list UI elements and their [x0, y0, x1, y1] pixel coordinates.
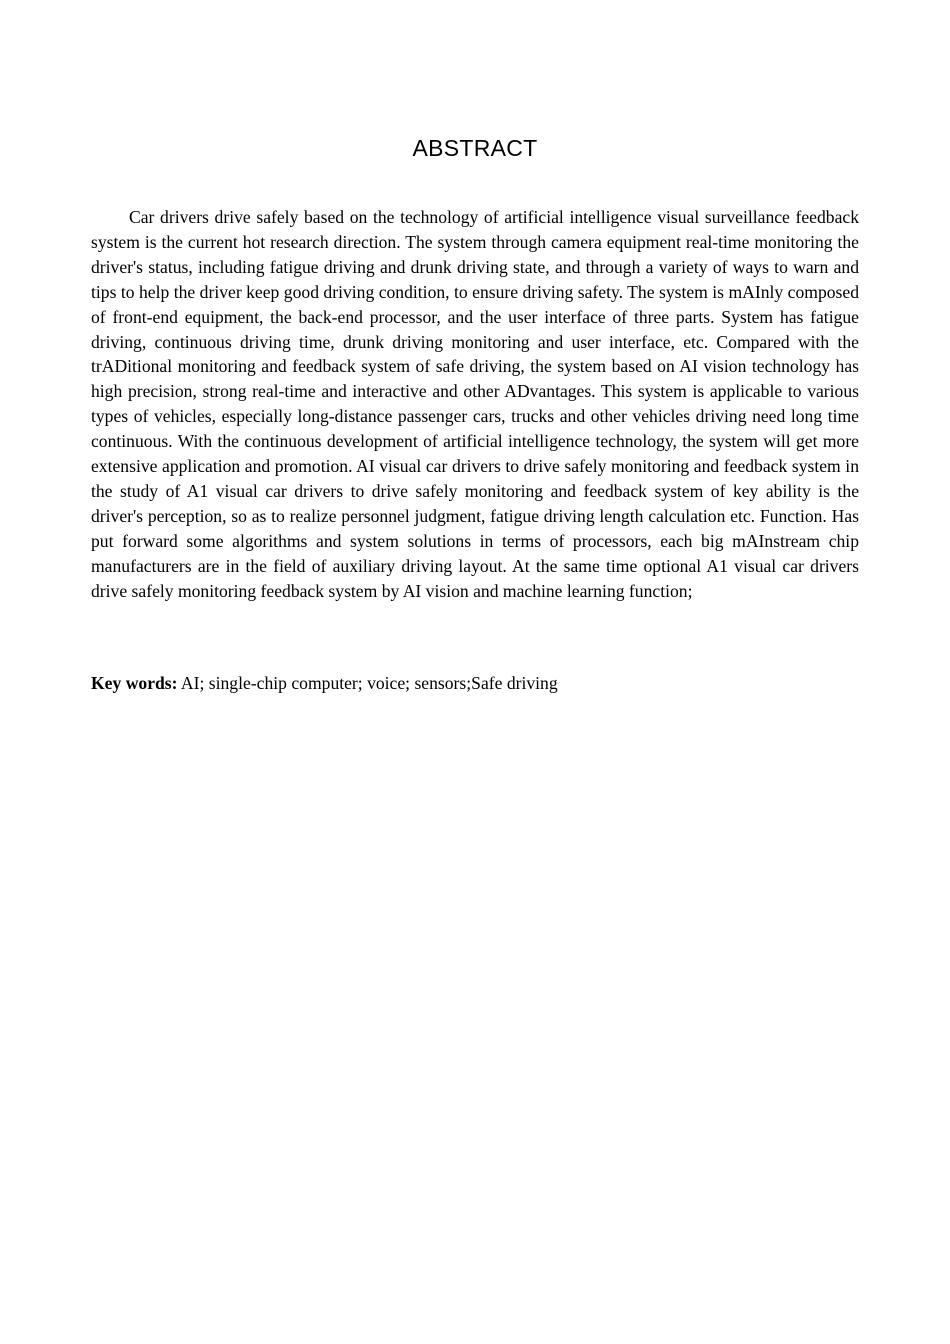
keywords-text: AI; single-chip computer; voice; sensors;Safe driving — [177, 673, 558, 693]
keywords-line — [91, 671, 859, 696]
keywords-label: Key words: — [91, 673, 178, 693]
abstract-paragraph: Car drivers drive safely based on the technology of artificial intelligence visual surveillance feedback system is the current hot research direction. The system through camera equipment real-time monitoring the driver's status, including fatigue driving and drunk driving state, and through a variety of ways to warn and tips to help the driver keep good driving condition, to ensure driving safety. The system is mAInly composed of front-end equipment, the back-end processor, and the user interface of three parts. System has fatigue driving, continuous driving time, drunk driving monitoring and user interface, etc. Compared with the trADitional monitoring and feedback system of safe driving, the system based on AI vision technology has high precision, strong real-time and interactive and other ADvantages. This system is applicable to various types of vehicles, especially long-distance passenger cars, trucks and other vehicles driving need long time continuous. With the continuous development of artificial intelligence technology, the system will get more extensive application and promotion. AI visual car drivers to drive safely monitoring and feedback system in the study of A1 visual car drivers to drive safely monitoring and feedback system of key ability is the driver's perception, so as to realize personnel judgment, fatigue driving length calculation etc. Function. Has put forward some algorithms and system solutions in terms of processors, each big mAInstream chip manufacturers are in the field of auxiliary driving layout. At the same time optional A1 visual car drivers drive safely monitoring feedback system by AI vision and machine learning function; — [91, 207, 859, 601]
abstract-title: ABSTRACT — [412, 135, 538, 161]
